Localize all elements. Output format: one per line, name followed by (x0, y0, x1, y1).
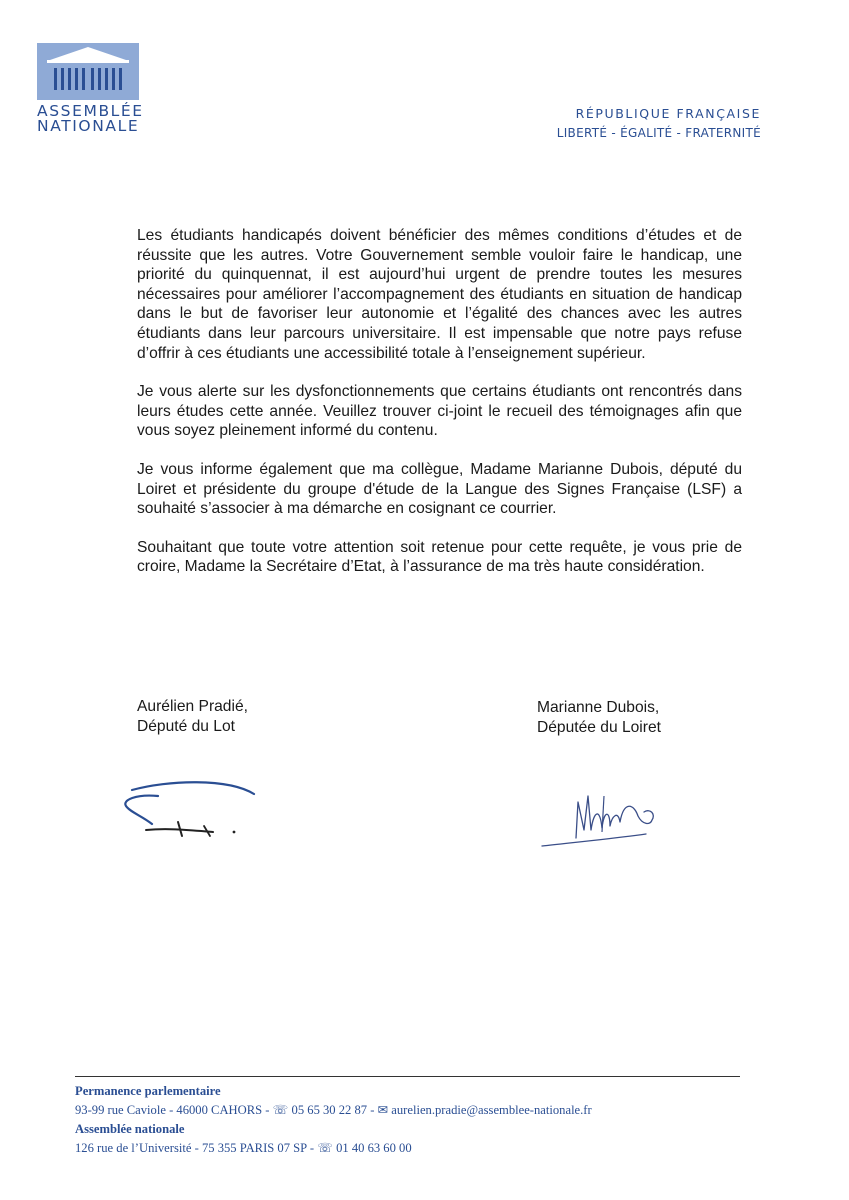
office-address: 93-99 rue Caviole - 46000 CAHORS - ☏ 05 65 30 22 87 - ✉ aurelien.pradie@assemblee-nationale.fr (75, 1103, 592, 1117)
signatory-dubois (537, 698, 661, 738)
paragraph-4: Souhaitant que toute votre attention soit retenue pour cette requête, je vous prie de croire, Madame la Secrétaire d’Etat, à l’assurance de ma très haute considération. (137, 538, 742, 576)
signatory-name: Marianne Dubois, (537, 699, 660, 716)
office-title: Permanence parlementaire (75, 1084, 221, 1098)
signatory-title: Député du Lot (137, 718, 235, 735)
letter-body (137, 226, 742, 596)
signatory-title: Députée du Loiret (537, 719, 661, 736)
signatory-name: Aurélien Pradié, (137, 698, 248, 715)
paragraph-3: Je vous informe également que ma collègue, Madame Marianne Dubois, député du Loiret et présidente du groupe d'étude de la Langue des Signes Française (LSF) a souhaité s’associer à ma démarche en cosignant ce courrier. (137, 460, 742, 518)
republic-header (557, 106, 761, 140)
logo-line-2: NATIONALE (37, 117, 140, 135)
footer-contact (75, 1082, 775, 1158)
paragraph-2: Je vous alerte sur les dysfonctionnements que certains étudiants ont rencontrés dans leurs études cette année. Veuillez trouver ci-joint le recueil des témoignages afin que vous soyez pleinement informé du contenu. (137, 383, 742, 440)
assemblee-nationale-logo (37, 43, 144, 135)
signatory-pradie (137, 697, 248, 737)
handwritten-signature-dubois (538, 780, 668, 855)
palais-bourbon-emblem (37, 43, 139, 100)
handwritten-signature-pradie (118, 772, 268, 842)
republic-name: RÉPUBLIQUE FRANÇAISE (575, 106, 761, 121)
footer-divider (75, 1076, 740, 1077)
republic-motto: LIBERTÉ - ÉGALITÉ - FRATERNITÉ (556, 126, 761, 140)
paragraph-1: Les étudiants handicapés doivent bénéficier des mêmes conditions d’études et de réussite que les autres. Votre Gouvernement semble vouloir faire le handicap, une priorité du quinquennat, il est aujourd’hui urgent de prendre toutes les mesures nécessaires pour améliorer l’accompagnement des étudiants en situation de handicap dans le but de favoriser leur autonomie et l’égalité des chances avec les autres étudiants dans leur parcours universitaire. Il est impensable que notre pays refuse d’offrir à ces étudiants une accessibilité totale à l’enseignement supérieur. (137, 227, 742, 362)
assembly-title: Assemblée nationale (75, 1122, 185, 1136)
logo-wordmark (37, 102, 144, 135)
assembly-address: 126 rue de l’Université - 75 355 PARIS 07 SP - ☏ 01 40 63 60 00 (75, 1141, 412, 1155)
logo-line-1: ASSEMBLÉE (37, 102, 144, 120)
